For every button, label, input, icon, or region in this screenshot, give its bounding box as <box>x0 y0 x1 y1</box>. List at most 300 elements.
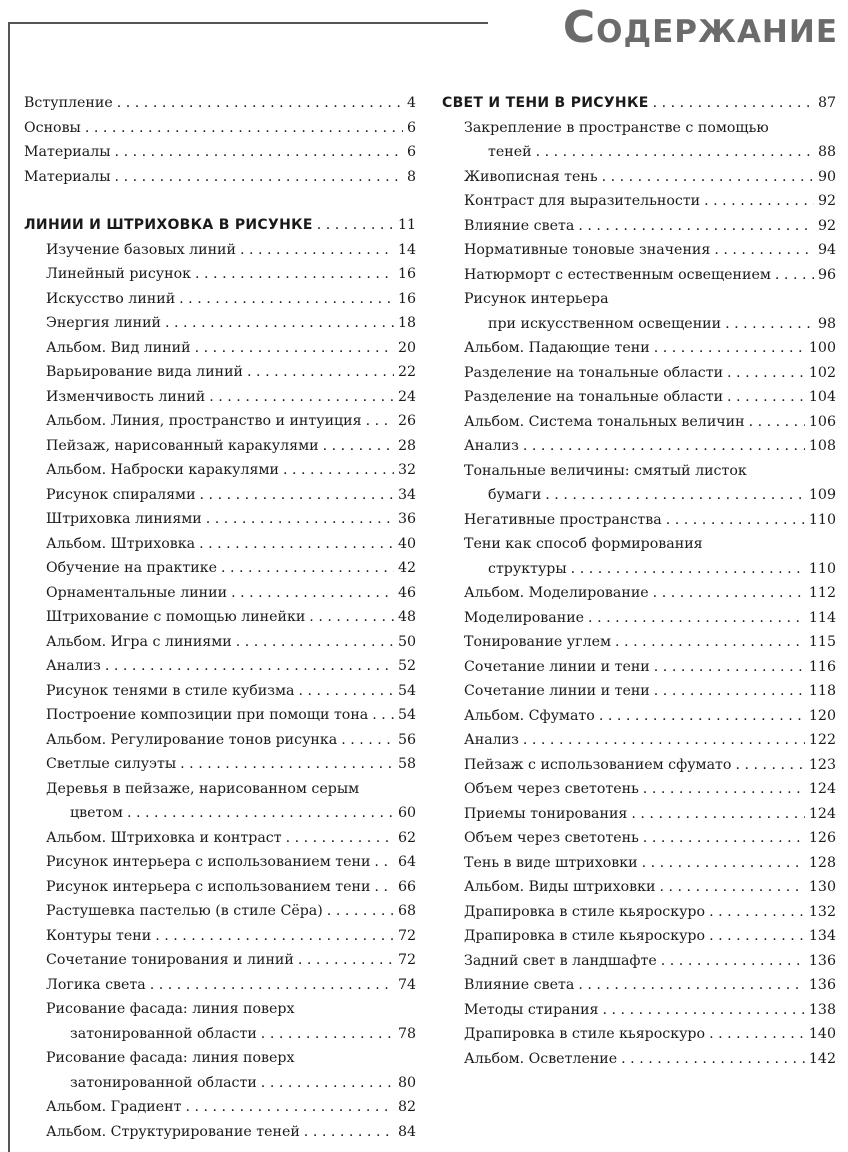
toc-entry-label: Рисунок интерьера с использованием тени <box>46 878 371 895</box>
toc-page-number: 56 <box>397 731 416 748</box>
toc-entry[interactable] <box>24 1120 416 1145</box>
leader-dots <box>283 458 394 483</box>
leader-dots <box>117 91 403 116</box>
toc-entry-label: Искусство линий <box>46 290 176 307</box>
leader-dots <box>642 851 805 876</box>
toc-page-number: 40 <box>397 535 416 552</box>
leader-dots <box>704 189 814 214</box>
toc-page-number: 124 <box>808 781 836 797</box>
toc-entry[interactable] <box>24 409 416 434</box>
toc-page-number: 136 <box>808 952 836 969</box>
toc-page-number: 54 <box>397 682 416 699</box>
toc-entry-label: Натюрморт с естественным освещением <box>464 266 771 283</box>
toc-entry-label: Альбом. Система тональных величин <box>464 413 745 430</box>
toc-page-number: 126 <box>808 830 836 846</box>
toc-page-number: 106 <box>808 413 836 430</box>
toc-page-number: 24 <box>397 388 416 405</box>
toc-entry[interactable] <box>442 949 836 974</box>
toc-entry-label: Построение композиции при помощи тона <box>46 707 369 723</box>
toc-entry-label: Изменчивость линий <box>46 388 206 405</box>
section-page-number: 87 <box>817 95 836 111</box>
toc-entry-label: Рисунок спиралями <box>46 486 196 503</box>
leader-dots <box>666 508 805 533</box>
leader-dots <box>643 826 805 851</box>
toc-entry-label: Штрихование с помощью линейки <box>46 609 306 625</box>
toc-entry-label: Негативные пространства <box>464 511 662 528</box>
toc-page-number: 14 <box>397 241 416 258</box>
leader-dots <box>578 973 805 998</box>
toc-entry-label: Моделирование <box>464 609 585 626</box>
toc-entry-label: Логика света <box>46 976 146 993</box>
toc-entry[interactable] <box>442 630 836 655</box>
toc-entry[interactable] <box>24 924 416 949</box>
toc-entry[interactable] <box>24 899 416 924</box>
toc-entry-label: Линейный рисунок <box>46 266 192 282</box>
toc-entry-label: структуры <box>488 560 567 577</box>
toc-page-number: 4 <box>406 95 416 111</box>
toc-entry[interactable] <box>442 189 836 214</box>
leader-dots <box>327 899 394 924</box>
toc-entry-first-line[interactable]: Закрепление в пространстве с помощью <box>464 119 769 136</box>
toc-entry-label: Альбом. Структурирование теней <box>46 1123 300 1140</box>
leader-dots <box>286 826 394 851</box>
toc-entry-label: при искусственном освещении <box>488 315 722 332</box>
leader-dots <box>372 703 394 728</box>
toc-page-number: 54 <box>397 707 416 723</box>
leader-dots <box>105 654 394 679</box>
toc-page-number: 62 <box>397 829 416 846</box>
toc-entry-label: Альбом. Игра с линиями <box>46 633 232 650</box>
leader-dots <box>775 263 814 288</box>
toc-entry[interactable] <box>442 924 836 949</box>
toc-page-number: 58 <box>397 756 416 772</box>
leader-dots <box>654 655 805 680</box>
leader-dots <box>709 924 805 949</box>
toc-entry-label: Анализ <box>46 658 101 674</box>
leader-dots <box>155 924 394 949</box>
toc-entry[interactable] <box>442 900 836 925</box>
toc-entry[interactable] <box>24 116 416 141</box>
leader-dots <box>185 1095 393 1120</box>
toc-entry-label: Орнаментальные линии <box>46 584 228 601</box>
toc-page-number: 142 <box>808 1050 836 1067</box>
leader-dots <box>749 410 805 435</box>
toc-entry-label: Пейзаж, нарисованный каракулями <box>46 437 319 454</box>
toc-entry[interactable] <box>442 655 836 680</box>
toc-entry[interactable] <box>24 1022 416 1047</box>
toc-entry-first-line[interactable]: Тональные величины: смятый листок <box>464 462 747 479</box>
leader-dots <box>180 752 394 777</box>
toc-page-number: 92 <box>817 217 836 234</box>
leader-dots <box>150 973 394 998</box>
leader-dots <box>735 753 804 778</box>
toc-entry[interactable] <box>442 1047 836 1072</box>
leader-dots <box>261 1022 394 1047</box>
toc-entry-label: Основы <box>24 119 81 136</box>
toc-entry[interactable] <box>442 410 836 435</box>
toc-entry[interactable] <box>442 508 836 533</box>
toc-entry[interactable] <box>442 679 836 704</box>
toc-entry[interactable] <box>442 238 836 263</box>
toc-entry[interactable] <box>442 998 836 1023</box>
toc-entry[interactable] <box>442 606 836 631</box>
toc-page-number: 110 <box>808 560 836 577</box>
toc-entry-label: Светлые силуэты <box>46 756 177 772</box>
leader-dots <box>366 409 394 434</box>
toc-left-column <box>24 91 416 1144</box>
leader-dots <box>200 483 394 508</box>
leader-dots <box>523 434 805 459</box>
frame-top-rule <box>8 22 488 24</box>
leader-dots <box>85 116 403 141</box>
toc-entry[interactable] <box>24 165 416 190</box>
leader-dots <box>709 900 805 925</box>
toc-entry[interactable] <box>24 360 416 385</box>
toc-entry[interactable] <box>24 262 416 287</box>
toc-page-number: 8 <box>406 168 416 185</box>
toc-page-number: 88 <box>817 144 836 160</box>
toc-entry-label: Анализ <box>464 438 519 454</box>
toc-page-number: 52 <box>397 658 416 674</box>
toc-page-number: 132 <box>808 903 836 920</box>
toc-entry[interactable] <box>442 1022 836 1047</box>
toc-entry[interactable] <box>24 385 416 410</box>
toc-entry-label: Объем через светотень <box>464 830 639 846</box>
toc-entry[interactable] <box>442 385 836 410</box>
toc-entry[interactable] <box>442 263 836 288</box>
leader-dots <box>317 213 394 238</box>
toc-page-number: 140 <box>808 1026 836 1042</box>
toc-entry[interactable] <box>24 728 416 753</box>
leader-dots <box>115 140 403 165</box>
toc-page-number: 98 <box>817 315 836 332</box>
toc-entry-label: Сочетание тонирования и линий <box>46 952 294 968</box>
toc-entry-first-line[interactable]: Рисование фасада: линия поверх <box>46 1001 295 1017</box>
toc-page-number: 80 <box>397 1074 416 1091</box>
toc-entry[interactable] <box>442 312 836 337</box>
toc-entry-label: Нормативные тоновые значения <box>464 242 711 258</box>
leader-dots <box>588 606 805 631</box>
toc-page-number: 34 <box>397 486 416 503</box>
toc-entry[interactable] <box>24 91 416 116</box>
leader-dots <box>615 630 805 655</box>
toc-entry-label: Драпировка в стиле кьяроскуро <box>464 903 706 920</box>
toc-entry[interactable] <box>24 630 416 655</box>
toc-page-number: 66 <box>397 878 416 895</box>
toc-entry-label: Сочетание линии и тени <box>464 683 650 699</box>
toc-page-number: 72 <box>397 927 416 944</box>
toc-page-number: 74 <box>397 976 416 993</box>
leader-dots <box>643 777 805 802</box>
toc-entry[interactable] <box>24 556 416 581</box>
toc-entry[interactable] <box>442 875 836 900</box>
toc-entry[interactable] <box>442 483 836 508</box>
toc-entry-label: Рисунок тенями в стиле кубизма <box>46 682 295 699</box>
leader-dots <box>727 385 805 410</box>
toc-entry[interactable] <box>24 336 416 361</box>
toc-entry[interactable] <box>24 1071 416 1096</box>
toc-page-number: 114 <box>808 609 836 626</box>
leader-dots <box>195 262 394 287</box>
toc-entry-label: Тонирование углем <box>464 634 612 650</box>
toc-page-number: 128 <box>808 854 836 871</box>
toc-entry[interactable] <box>24 532 416 557</box>
toc-page-number: 16 <box>397 266 416 282</box>
toc-page-number: 22 <box>397 364 416 380</box>
leader-dots <box>599 704 805 729</box>
toc-entry-label: Разделение на тональные области <box>464 389 724 405</box>
leader-dots <box>603 998 805 1023</box>
toc-entry[interactable] <box>24 850 416 875</box>
toc-page-number: 109 <box>808 487 836 503</box>
toc-entry[interactable] <box>442 802 836 827</box>
toc-entry-label: цветом <box>70 805 123 821</box>
toc-entry-label: Объем через светотень <box>464 781 639 797</box>
leader-dots <box>309 605 394 630</box>
toc-entry-first-line[interactable]: Тени как способ формирования <box>464 536 703 552</box>
toc-entry[interactable] <box>442 728 836 753</box>
toc-entry[interactable] <box>24 581 416 606</box>
toc-entry[interactable] <box>442 140 836 165</box>
toc-entry-label: Растушевка пастелью (в стиле Сёра) <box>46 903 323 919</box>
leader-dots <box>179 287 394 312</box>
toc-entry-label: Изучение базовых линий <box>46 241 236 258</box>
toc-entry[interactable] <box>442 704 836 729</box>
leader-dots <box>127 801 394 826</box>
toc-entry-label: Тень в виде штриховки <box>464 854 638 871</box>
toc-page-number: 36 <box>397 511 416 527</box>
toc-page-number: 90 <box>817 168 836 185</box>
leader-dots <box>714 238 814 263</box>
page-title: Содержание <box>562 2 838 53</box>
toc-entry[interactable] <box>24 238 416 263</box>
leader-dots <box>725 312 814 337</box>
toc-page-number: 92 <box>817 193 836 209</box>
toc-entry[interactable] <box>442 214 836 239</box>
leader-dots <box>298 679 394 704</box>
toc-page-number: 136 <box>808 977 836 993</box>
toc-entry[interactable] <box>24 801 416 826</box>
toc-page-number: 82 <box>397 1099 416 1115</box>
leader-dots <box>621 1047 805 1072</box>
leader-dots <box>653 91 814 116</box>
toc-entry[interactable] <box>442 434 836 459</box>
toc-entry-label: Альбом. Штриховка <box>46 535 196 552</box>
toc-page-number: 138 <box>808 1001 836 1018</box>
toc-page-number: 134 <box>808 928 836 944</box>
toc-entry-label: Драпировка в стиле кьяроскуро <box>464 928 706 944</box>
toc-page-number: 124 <box>808 805 836 822</box>
toc-page-number: 84 <box>397 1123 416 1140</box>
toc-entry-label: Пейзаж с использованием сфумато <box>464 756 732 773</box>
toc-entry-label: Контуры тени <box>46 927 152 944</box>
toc-entry-label: Варьирование вида линий <box>46 364 244 380</box>
toc-entry-label: Материалы <box>24 144 111 160</box>
toc-page-number: 72 <box>397 952 416 968</box>
toc-entry[interactable] <box>442 753 836 778</box>
toc-page-number: 96 <box>817 266 836 283</box>
toc-entry-label: Методы стирания <box>464 1001 599 1018</box>
toc-page-number: 110 <box>808 511 836 528</box>
leader-dots <box>653 581 805 606</box>
toc-page-number: 18 <box>397 315 416 331</box>
toc-entry[interactable] <box>24 679 416 704</box>
leader-dots <box>298 948 394 973</box>
toc-entry-label: Вступление <box>24 95 113 111</box>
toc-page-number: 108 <box>808 438 836 454</box>
toc-entry-label: Энергия линий <box>46 315 161 331</box>
toc-entry-label: Живописная тень <box>464 168 598 185</box>
leader-dots <box>261 1071 394 1096</box>
toc-entry[interactable] <box>24 140 416 165</box>
toc-entry-label: Альбом. Вид линий <box>46 339 191 356</box>
leader-dots <box>221 556 394 581</box>
section-title: ЛИНИИ И ШТРИХОВКА В РИСУНКЕ <box>24 217 313 233</box>
toc-page-number: 104 <box>808 389 836 405</box>
toc-front-matter <box>24 91 416 189</box>
section-page-number: 11 <box>397 217 416 233</box>
toc-entry-label: Альбом. Моделирование <box>464 585 649 601</box>
toc-entry-label: Сочетание линии и тени <box>464 658 650 675</box>
leader-dots <box>199 532 394 557</box>
toc-entry[interactable] <box>442 336 836 361</box>
toc-entry[interactable] <box>24 434 416 459</box>
toc-entry[interactable] <box>24 458 416 483</box>
leader-dots <box>727 361 805 386</box>
leader-dots <box>374 850 394 875</box>
toc-section-heading[interactable] <box>24 213 416 238</box>
leader-dots <box>536 140 814 165</box>
toc-entry-label: Альбом. Осветление <box>464 1050 618 1067</box>
toc-entry-label: Обучение на практике <box>46 560 217 576</box>
toc-page-number: 123 <box>808 756 836 773</box>
leader-dots <box>247 360 394 385</box>
toc-right-items <box>442 116 836 1072</box>
toc-page-number: 60 <box>397 805 416 821</box>
toc-entry-first-line[interactable]: Рисунок интерьера <box>464 291 609 307</box>
leader-dots <box>236 630 394 655</box>
toc-entry[interactable] <box>442 581 836 606</box>
leader-dots <box>661 949 805 974</box>
toc-entry[interactable] <box>24 507 416 532</box>
leader-dots <box>240 238 394 263</box>
toc-page-number: 20 <box>397 339 416 356</box>
toc-entry[interactable] <box>442 826 836 851</box>
leader-dots <box>709 1022 805 1047</box>
toc-section-heading[interactable] <box>442 91 836 116</box>
toc-entry[interactable] <box>24 311 416 336</box>
leader-dots <box>631 802 805 827</box>
toc-page-number: 116 <box>808 658 836 675</box>
toc-page-number: 118 <box>808 683 836 699</box>
toc-entry-label: затонированной области <box>70 1025 257 1042</box>
toc-page-number: 78 <box>397 1025 416 1042</box>
toc-entry-label: Альбом. Падающие тени <box>464 340 650 356</box>
toc-entry-label: Альбом. Наброски каракулями <box>46 462 279 478</box>
toc-entry-label: Материалы <box>24 168 111 185</box>
toc-entry[interactable] <box>24 287 416 312</box>
toc-page-number: 32 <box>397 462 416 478</box>
toc-page-number: 50 <box>397 633 416 650</box>
leader-dots <box>323 434 394 459</box>
section-gap <box>24 189 416 213</box>
toc-page-number: 6 <box>406 144 416 160</box>
toc-entry-label: Влияние света <box>464 217 575 234</box>
frame-left-rule <box>8 22 10 1152</box>
toc-entry[interactable] <box>442 165 836 190</box>
toc-entry[interactable] <box>24 654 416 679</box>
toc-entry[interactable] <box>24 703 416 728</box>
section-title: СВЕТ И ТЕНИ В РИСУНКЕ <box>442 95 649 111</box>
leader-dots <box>206 507 394 532</box>
leader-dots <box>209 385 394 410</box>
toc-entry[interactable] <box>442 361 836 386</box>
toc-entry[interactable] <box>24 826 416 851</box>
toc-page-number: 130 <box>808 879 836 895</box>
toc-entry-label: Анализ <box>464 732 519 748</box>
toc-page-number: 112 <box>808 585 836 601</box>
leader-dots <box>659 875 804 900</box>
leader-dots <box>523 728 805 753</box>
toc-entry-label: затонированной области <box>70 1074 257 1091</box>
toc-entry-label: Альбом. Виды штриховки <box>464 879 656 895</box>
toc-entry[interactable] <box>24 752 416 777</box>
toc-entry[interactable] <box>442 851 836 876</box>
leader-dots <box>602 165 814 190</box>
toc-entry[interactable] <box>442 557 836 582</box>
toc-entry-label: Штриховка линиями <box>46 511 202 527</box>
leader-dots <box>578 214 814 239</box>
leader-dots <box>195 336 394 361</box>
toc-entry-label: Драпировка в стиле кьяроскуро <box>464 1026 706 1042</box>
toc-entry-first-line[interactable]: Рисование фасада: линия поверх <box>46 1050 295 1066</box>
toc-entry[interactable] <box>24 875 416 900</box>
toc-page-number: 46 <box>397 584 416 601</box>
toc-entry[interactable] <box>24 605 416 630</box>
toc-entry-first-line[interactable]: Деревья в пейзаже, нарисованном серым <box>46 780 360 797</box>
toc-entry-label: Задний свет в ландшафте <box>464 952 657 969</box>
toc-entry-label: Альбом. Линия, пространство и интуиция <box>46 413 362 429</box>
toc-page-number: 94 <box>817 242 836 258</box>
toc-entry[interactable] <box>24 973 416 998</box>
leader-dots <box>654 679 805 704</box>
toc-entry[interactable] <box>24 483 416 508</box>
toc-entry[interactable] <box>24 948 416 973</box>
toc-page-number: 100 <box>808 340 836 356</box>
leader-dots <box>545 483 805 508</box>
toc-entry-label: Влияние света <box>464 977 575 993</box>
leader-dots <box>374 875 394 900</box>
toc-entry-label: Альбом. Сфумато <box>464 707 595 724</box>
toc-entry-label: Альбом. Регулирование тонов рисунка <box>46 731 338 748</box>
leader-dots <box>115 165 403 190</box>
toc-entry-label: Разделение на тональные области <box>464 364 724 381</box>
toc-page-number: 68 <box>397 903 416 919</box>
toc-page-number: 120 <box>808 707 836 724</box>
leader-dots <box>341 728 394 753</box>
toc-entry[interactable] <box>442 973 836 998</box>
toc-entry-label: бумаги <box>488 487 542 503</box>
toc-right-column <box>442 91 836 1071</box>
toc-page-number: 102 <box>808 364 836 381</box>
toc-entry[interactable] <box>442 777 836 802</box>
toc-entry-label: Контраст для выразительности <box>464 193 701 209</box>
toc-entry-label: теней <box>488 144 532 160</box>
toc-entry[interactable] <box>24 1095 416 1120</box>
toc-entry-label: Альбом. Градиент <box>46 1099 182 1115</box>
leader-dots <box>165 311 394 336</box>
toc-entry-label: Приемы тонирования <box>464 805 628 822</box>
